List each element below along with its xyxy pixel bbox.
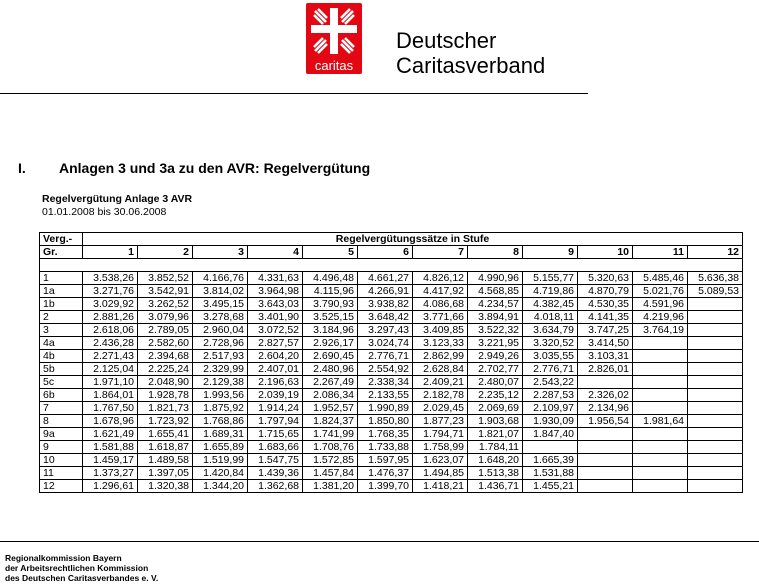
salary-cell: 2.267,49 (303, 376, 358, 389)
table-row (40, 298, 743, 311)
salary-cell: 3.262,52 (138, 298, 193, 311)
salary-cell (578, 428, 633, 441)
salary-cell: 4.417,92 (413, 285, 468, 298)
salary-cell (688, 441, 743, 454)
section-title: Anlagen 3 und 3a zu den AVR: Regelvergütung (59, 160, 371, 176)
table-row (40, 324, 743, 337)
salary-cell: 1.903,68 (468, 415, 523, 428)
salary-cell: 1.476,37 (358, 467, 413, 480)
salary-cell: 2.949,26 (468, 350, 523, 363)
salary-cell: 2.235,12 (468, 389, 523, 402)
salary-cell: 2.182,78 (413, 389, 468, 402)
salary-cell: 2.628,84 (413, 363, 468, 376)
row-verg-gr: 6b (40, 389, 83, 402)
salary-cell: 2.926,17 (303, 337, 358, 350)
salary-cell: 5.320,63 (578, 272, 633, 285)
salary-cell: 3.538,26 (83, 272, 138, 285)
salary-cell: 2.543,22 (523, 376, 578, 389)
salary-cell: 2.225,24 (138, 363, 193, 376)
footer-rule (0, 541, 759, 542)
salary-cell (688, 337, 743, 350)
salary-cell: 1.758,99 (413, 441, 468, 454)
row-verg-gr: 8 (40, 415, 83, 428)
salary-cell: 3.320,52 (523, 337, 578, 350)
table-row (40, 363, 743, 376)
salary-cell (688, 467, 743, 480)
salary-cell: 3.964,98 (248, 285, 303, 298)
salary-cell: 2.554,92 (358, 363, 413, 376)
salary-cell: 3.771,66 (413, 311, 468, 324)
salary-cell: 2.728,96 (193, 337, 248, 350)
header-stufe: 5 (303, 246, 358, 259)
salary-cell (688, 324, 743, 337)
salary-cell: 4.115,96 (303, 285, 358, 298)
salary-cell: 1.519,99 (193, 454, 248, 467)
salary-cell: 2.409,21 (413, 376, 468, 389)
salary-cell: 2.827,57 (248, 337, 303, 350)
footer-line2: der Arbeitsrechtlichen Kommission (5, 563, 149, 573)
row-verg-gr: 3 (40, 324, 83, 337)
salary-cell: 3.414,50 (578, 337, 633, 350)
salary-cell: 2.326,02 (578, 389, 633, 402)
table-row (40, 389, 743, 402)
salary-cell (633, 441, 688, 454)
salary-cell: 5.485,46 (633, 272, 688, 285)
salary-cell: 1.436,71 (468, 480, 523, 493)
salary-cell: 3.764,19 (633, 324, 688, 337)
salary-cell (578, 467, 633, 480)
caritas-logo (306, 3, 362, 74)
footer-line3: des Deutschen Caritasverbandes e. V. (5, 573, 159, 583)
salary-cell: 1.952,57 (303, 402, 358, 415)
salary-cell: 2.789,05 (138, 324, 193, 337)
org-name-line1: Deutscher (396, 28, 497, 53)
row-verg-gr: 5b (40, 363, 83, 376)
salary-cell: 1.320,38 (138, 480, 193, 493)
salary-cell: 3.123,33 (413, 337, 468, 350)
table-row (40, 415, 743, 428)
salary-cell: 1.877,23 (413, 415, 468, 428)
salary-cell: 2.826,01 (578, 363, 633, 376)
table-row (40, 285, 743, 298)
table-row (40, 350, 743, 363)
salary-cell: 3.103,31 (578, 350, 633, 363)
salary-cell: 4.331,63 (248, 272, 303, 285)
salary-cell: 1.784,11 (468, 441, 523, 454)
salary-cell (633, 389, 688, 402)
row-verg-gr: 9 (40, 441, 83, 454)
salary-cell: 1.767,50 (83, 402, 138, 415)
salary-cell: 1.296,61 (83, 480, 138, 493)
salary-cell (578, 480, 633, 493)
salary-cell: 4.086,68 (413, 298, 468, 311)
header-stufe: 10 (578, 246, 633, 259)
footer (5, 553, 158, 583)
salary-cell (688, 428, 743, 441)
section-number: I. (18, 160, 26, 176)
salary-cell: 1.733,88 (358, 441, 413, 454)
salary-cell: 3.525,15 (303, 311, 358, 324)
row-verg-gr: 1a (40, 285, 83, 298)
salary-cell: 4.141,35 (578, 311, 633, 324)
salary-cell: 3.029,92 (83, 298, 138, 311)
header-stufe: 7 (413, 246, 468, 259)
salary-cell: 3.495,15 (193, 298, 248, 311)
salary-cell: 1.708,76 (303, 441, 358, 454)
salary-cell: 2.287,53 (523, 389, 578, 402)
logo-caritas-text: caritas (314, 58, 354, 73)
salary-cell: 4.018,11 (523, 311, 578, 324)
salary-cell: 2.776,71 (358, 350, 413, 363)
salary-cell: 2.881,26 (83, 311, 138, 324)
salary-cell: 2.776,71 (523, 363, 578, 376)
salary-cell: 1.418,21 (413, 480, 468, 493)
salary-cell: 1.531,88 (523, 467, 578, 480)
header-verg: Verg.- (40, 233, 83, 246)
salary-cell: 3.747,25 (578, 324, 633, 337)
salary-cell: 1.572,85 (303, 454, 358, 467)
table-row (40, 454, 743, 467)
salary-cell (578, 441, 633, 454)
salary-cell: 1.850,80 (358, 415, 413, 428)
salary-cell: 4.568,85 (468, 285, 523, 298)
salary-cell: 1.655,89 (193, 441, 248, 454)
footer-line1: Regionalkommission Bayern (5, 553, 122, 563)
header-stufe: 4 (248, 246, 303, 259)
salary-cell: 1.824,37 (303, 415, 358, 428)
salary-cell: 1.956,54 (578, 415, 633, 428)
salary-cell: 2.582,60 (138, 337, 193, 350)
salary-cell (578, 376, 633, 389)
table-row (40, 402, 743, 415)
salary-cell (688, 402, 743, 415)
row-verg-gr: 11 (40, 467, 83, 480)
table-row (40, 337, 743, 350)
row-verg-gr: 5c (40, 376, 83, 389)
salary-cell: 3.643,03 (248, 298, 303, 311)
salary-cell (633, 350, 688, 363)
salary-table (39, 232, 743, 493)
salary-cell: 2.129,38 (193, 376, 248, 389)
header-stufe: 6 (358, 246, 413, 259)
salary-cell: 1.457,84 (303, 467, 358, 480)
salary-cell: 2.069,69 (468, 402, 523, 415)
salary-cell: 3.035,55 (523, 350, 578, 363)
salary-cell: 1.797,94 (248, 415, 303, 428)
salary-cell: 1.928,78 (138, 389, 193, 402)
salary-cell: 4.266,91 (358, 285, 413, 298)
salary-cell: 4.591,96 (633, 298, 688, 311)
salary-cell: 1.494,85 (413, 467, 468, 480)
salary-cell: 3.409,85 (413, 324, 468, 337)
salary-cell: 3.634,79 (523, 324, 578, 337)
salary-cell: 2.702,77 (468, 363, 523, 376)
table-row (40, 311, 743, 324)
row-verg-gr: 7 (40, 402, 83, 415)
salary-cell: 3.814,02 (193, 285, 248, 298)
salary-cell: 1.821,07 (468, 428, 523, 441)
org-name-line2: Caritasverband (396, 53, 546, 78)
salary-cell (633, 467, 688, 480)
salary-cell: 1.741,99 (303, 428, 358, 441)
salary-cell (688, 298, 743, 311)
salary-cell: 2.029,45 (413, 402, 468, 415)
salary-cell: 3.648,42 (358, 311, 413, 324)
salary-cell: 4.530,35 (578, 298, 633, 311)
salary-cell: 2.125,04 (83, 363, 138, 376)
salary-cell (633, 363, 688, 376)
salary-cell: 3.278,68 (193, 311, 248, 324)
header-stufe: 11 (633, 246, 688, 259)
salary-cell: 1.399,70 (358, 480, 413, 493)
table-row (40, 467, 743, 480)
salary-cell: 1.547,75 (248, 454, 303, 467)
salary-cell (688, 350, 743, 363)
organization-name (396, 28, 545, 78)
salary-cell: 1.397,05 (138, 467, 193, 480)
salary-cell: 2.394,68 (138, 350, 193, 363)
salary-cell: 1.794,71 (413, 428, 468, 441)
salary-cell (688, 311, 743, 324)
salary-cell: 3.079,96 (138, 311, 193, 324)
salary-cell: 2.271,43 (83, 350, 138, 363)
salary-cell: 4.234,57 (468, 298, 523, 311)
header-rule (0, 93, 588, 94)
salary-cell: 2.480,07 (468, 376, 523, 389)
salary-cell: 4.219,96 (633, 311, 688, 324)
header-stufe: 3 (193, 246, 248, 259)
salary-cell: 1.768,35 (358, 428, 413, 441)
salary-cell: 1.689,31 (193, 428, 248, 441)
salary-cell: 2.862,99 (413, 350, 468, 363)
salary-cell: 2.604,20 (248, 350, 303, 363)
salary-cell: 3.271,76 (83, 285, 138, 298)
row-verg-gr: 12 (40, 480, 83, 493)
salary-cell: 1.581,88 (83, 441, 138, 454)
salary-cell (633, 402, 688, 415)
salary-cell: 2.039,19 (248, 389, 303, 402)
header-stufe: 12 (688, 246, 743, 259)
salary-cell: 1.618,87 (138, 441, 193, 454)
salary-cell: 1.439,36 (248, 467, 303, 480)
row-verg-gr: 4b (40, 350, 83, 363)
salary-cell (688, 389, 743, 402)
salary-cell: 4.166,76 (193, 272, 248, 285)
salary-cell: 1.914,24 (248, 402, 303, 415)
salary-cell: 3.522,32 (468, 324, 523, 337)
salary-cell: 3.938,82 (358, 298, 413, 311)
salary-cell: 3.542,91 (138, 285, 193, 298)
salary-cell: 1.723,92 (138, 415, 193, 428)
salary-cell: 1.981,64 (633, 415, 688, 428)
salary-cell: 1.597,95 (358, 454, 413, 467)
salary-cell (633, 337, 688, 350)
salary-cell: 1.683,66 (248, 441, 303, 454)
header-row-1 (40, 233, 743, 246)
salary-cell: 1.455,21 (523, 480, 578, 493)
table-row (40, 272, 743, 285)
salary-cell (633, 454, 688, 467)
salary-cell: 1.648,20 (468, 454, 523, 467)
salary-cell: 2.133,55 (358, 389, 413, 402)
salary-cell: 1.930,09 (523, 415, 578, 428)
header-group-label: Regelvergütungssätze in Stufe (83, 233, 743, 246)
salary-cell (688, 454, 743, 467)
salary-cell: 4.870,79 (578, 285, 633, 298)
salary-cell: 2.517,93 (193, 350, 248, 363)
salary-cell: 3.401,90 (248, 311, 303, 324)
salary-cell (688, 480, 743, 493)
salary-cell: 1.665,39 (523, 454, 578, 467)
salary-cell: 1.344,20 (193, 480, 248, 493)
salary-cell: 3.221,95 (468, 337, 523, 350)
salary-cell: 3.790,93 (303, 298, 358, 311)
salary-cell: 2.329,99 (193, 363, 248, 376)
salary-cell: 5.636,38 (688, 272, 743, 285)
salary-cell: 1.821,73 (138, 402, 193, 415)
salary-cell: 4.661,27 (358, 272, 413, 285)
row-verg-gr: 4a (40, 337, 83, 350)
salary-cell: 2.086,34 (303, 389, 358, 402)
table-row (40, 480, 743, 493)
salary-cell (688, 363, 743, 376)
salary-cell: 2.338,34 (358, 376, 413, 389)
header-stufe: 8 (468, 246, 523, 259)
salary-cell: 1.847,40 (523, 428, 578, 441)
header-stufe: 1 (83, 246, 138, 259)
salary-cell: 4.826,12 (413, 272, 468, 285)
salary-cell: 2.196,63 (248, 376, 303, 389)
salary-cell: 3.024,74 (358, 337, 413, 350)
salary-cell: 3.852,52 (138, 272, 193, 285)
salary-cell: 2.109,97 (523, 402, 578, 415)
salary-cell (633, 480, 688, 493)
salary-cell: 3.297,43 (358, 324, 413, 337)
salary-cell: 3.184,96 (303, 324, 358, 337)
salary-cell: 5.021,76 (633, 285, 688, 298)
salary-cell: 2.618,06 (83, 324, 138, 337)
salary-cell: 1.768,86 (193, 415, 248, 428)
header-stufe: 9 (523, 246, 578, 259)
salary-cell: 4.719,86 (523, 285, 578, 298)
salary-cell: 1.971,10 (83, 376, 138, 389)
salary-cell: 2.690,45 (303, 350, 358, 363)
salary-cell: 3.072,52 (248, 324, 303, 337)
salary-cell: 1.875,92 (193, 402, 248, 415)
salary-cell: 2.436,28 (83, 337, 138, 350)
salary-cell: 4.990,96 (468, 272, 523, 285)
salary-cell: 1.381,20 (303, 480, 358, 493)
table-subtitle: Regelvergütung Anlage 3 AVR (42, 193, 193, 205)
salary-cell (633, 376, 688, 389)
spacer-row (40, 259, 743, 272)
salary-cell: 2.960,04 (193, 324, 248, 337)
header-gr: Gr. (40, 246, 83, 259)
salary-cell: 3.894,91 (468, 311, 523, 324)
salary-cell (688, 376, 743, 389)
header-row-2 (40, 246, 743, 259)
salary-cell: 4.496,48 (303, 272, 358, 285)
salary-cell: 4.382,45 (523, 298, 578, 311)
salary-cell: 1.993,56 (193, 389, 248, 402)
salary-cell: 1.621,49 (83, 428, 138, 441)
spacer-cell (40, 259, 743, 272)
salary-cell: 1.655,41 (138, 428, 193, 441)
row-verg-gr: 1b (40, 298, 83, 311)
header-stufe: 2 (138, 246, 193, 259)
row-verg-gr: 1 (40, 272, 83, 285)
salary-cell: 1.864,01 (83, 389, 138, 402)
date-range: 01.01.2008 bis 30.06.2008 (42, 206, 167, 218)
table-row (40, 441, 743, 454)
salary-cell: 1.678,96 (83, 415, 138, 428)
salary-cell: 1.623,07 (413, 454, 468, 467)
salary-cell: 1.513,38 (468, 467, 523, 480)
row-verg-gr: 10 (40, 454, 83, 467)
row-verg-gr: 9a (40, 428, 83, 441)
caritas-flame-cross-icon (306, 3, 362, 59)
salary-cell: 5.089,53 (688, 285, 743, 298)
salary-cell: 1.373,27 (83, 467, 138, 480)
salary-cell: 2.480,96 (303, 363, 358, 376)
salary-cell: 2.048,90 (138, 376, 193, 389)
salary-cell (523, 441, 578, 454)
salary-cell: 1.715,65 (248, 428, 303, 441)
salary-cell: 1.362,68 (248, 480, 303, 493)
salary-cell (578, 454, 633, 467)
table-row (40, 376, 743, 389)
salary-cell: 1.459,17 (83, 454, 138, 467)
salary-cell: 1.990,89 (358, 402, 413, 415)
salary-cell (688, 415, 743, 428)
salary-cell: 2.134,96 (578, 402, 633, 415)
salary-cell: 5.155,77 (523, 272, 578, 285)
salary-cell: 1.489,58 (138, 454, 193, 467)
salary-cell (633, 428, 688, 441)
salary-cell: 1.420,84 (193, 467, 248, 480)
row-verg-gr: 2 (40, 311, 83, 324)
salary-cell: 2.407,01 (248, 363, 303, 376)
table-row (40, 428, 743, 441)
